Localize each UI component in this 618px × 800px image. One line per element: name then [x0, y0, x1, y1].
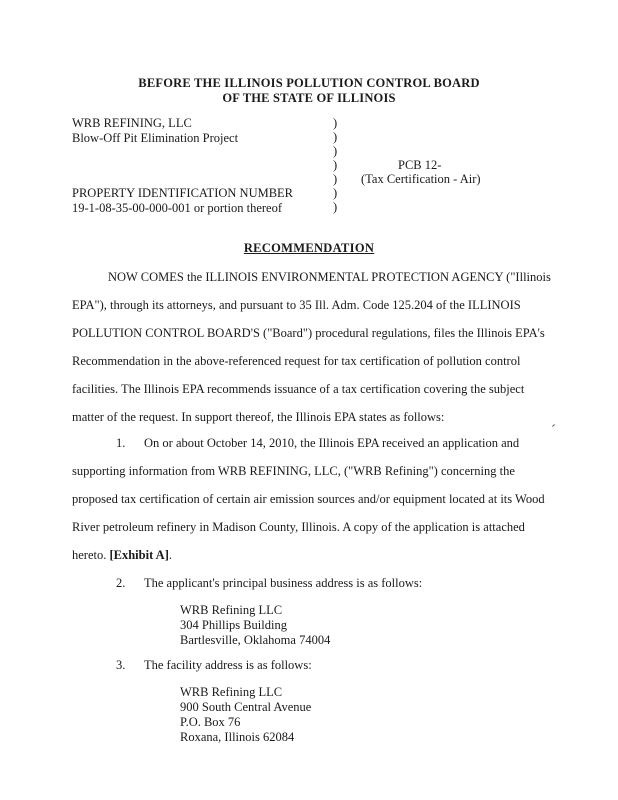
intro-line: NOW COMES the ILLINOIS ENVIRONMENTAL PROTECTION AGENCY ("Illinois [108, 270, 551, 284]
caption-paren: ) [333, 186, 338, 200]
para-1-line: hereto. [72, 548, 107, 562]
intro-line: matter of the request. In support thereof, the Illinois EPA states as follows: [72, 410, 445, 424]
caption-paren: ) [333, 158, 338, 172]
caption-paren: ) [333, 144, 338, 158]
facility-address [180, 685, 311, 745]
caption-pin-label: PROPERTY IDENTIFICATION NUMBER [72, 186, 294, 200]
address-line: 900 South Central Avenue [180, 700, 312, 714]
exhibit-reference: [Exhibit A] [109, 548, 169, 562]
address-line: Bartlesville, Oklahoma 74004 [180, 633, 331, 647]
business-address [180, 603, 330, 648]
address-line: Roxana, Illinois 62084 [180, 730, 295, 744]
caption-project-name: Blow-Off Pit Elimination Project [72, 131, 239, 145]
para-1-line: On or about October 14, 2010, the Illinois EPA received an application and [144, 436, 520, 450]
para-2-number: 2. [116, 576, 126, 590]
para-1-number: 1. [116, 436, 126, 450]
caption-party-name: WRB REFINING, LLC [72, 116, 192, 130]
caption-paren: ) [333, 130, 338, 144]
caption-paren: ) [333, 172, 338, 186]
caption-paren: ) [333, 200, 338, 214]
para-1-line: proposed tax certification of certain air emission sources and/or equipment located at its Wood [72, 492, 545, 506]
case-type: (Tax Certification - Air) [361, 172, 481, 186]
para-3-text: The facility address is as follows: [144, 658, 312, 672]
header-line-2: OF THE STATE OF ILLINOIS [222, 91, 396, 105]
para-2-text: The applicant's principal business address is as follows: [144, 576, 423, 590]
stray-mark [552, 424, 555, 427]
para-1-line: River petroleum refinery in Madison County, Illinois. A copy of the application is attached [72, 520, 525, 534]
caption-pin-value: 19-1-08-35-00-000-001 or portion thereof [72, 201, 283, 215]
intro-line: EPA"), through its attorneys, and pursuant to 35 Ill. Adm. Code 125.204 of the ILLINOIS [72, 298, 521, 312]
document-title: RECOMMENDATION [243, 241, 375, 255]
para-1-line: supporting information from WRB REFINING, LLC, ("WRB Refining") concerning the [72, 464, 515, 478]
intro-line: POLLUTION CONTROL BOARD'S ("Board") procedural regulations, files the Illinois EPA's [72, 326, 545, 340]
intro-line: Recommendation in the above-referenced request for tax certification of pollution control [72, 354, 521, 368]
para-1-last-line: hereto. [Exhibit A]. [72, 548, 172, 562]
address-line: WRB Refining LLC [180, 685, 283, 699]
header-line-1: BEFORE THE ILLINOIS POLLUTION CONTROL BOARD [138, 76, 480, 90]
address-line: P.O. Box 76 [180, 715, 241, 729]
intro-line: facilities. The Illinois EPA recommends issuance of a tax certification covering the subject [72, 382, 525, 396]
address-line: 304 Phillips Building [180, 618, 287, 632]
caption-paren: ) [333, 116, 338, 130]
case-number: PCB 12- [398, 158, 442, 172]
address-line: WRB Refining LLC [180, 603, 283, 617]
para-3-number: 3. [116, 658, 126, 672]
